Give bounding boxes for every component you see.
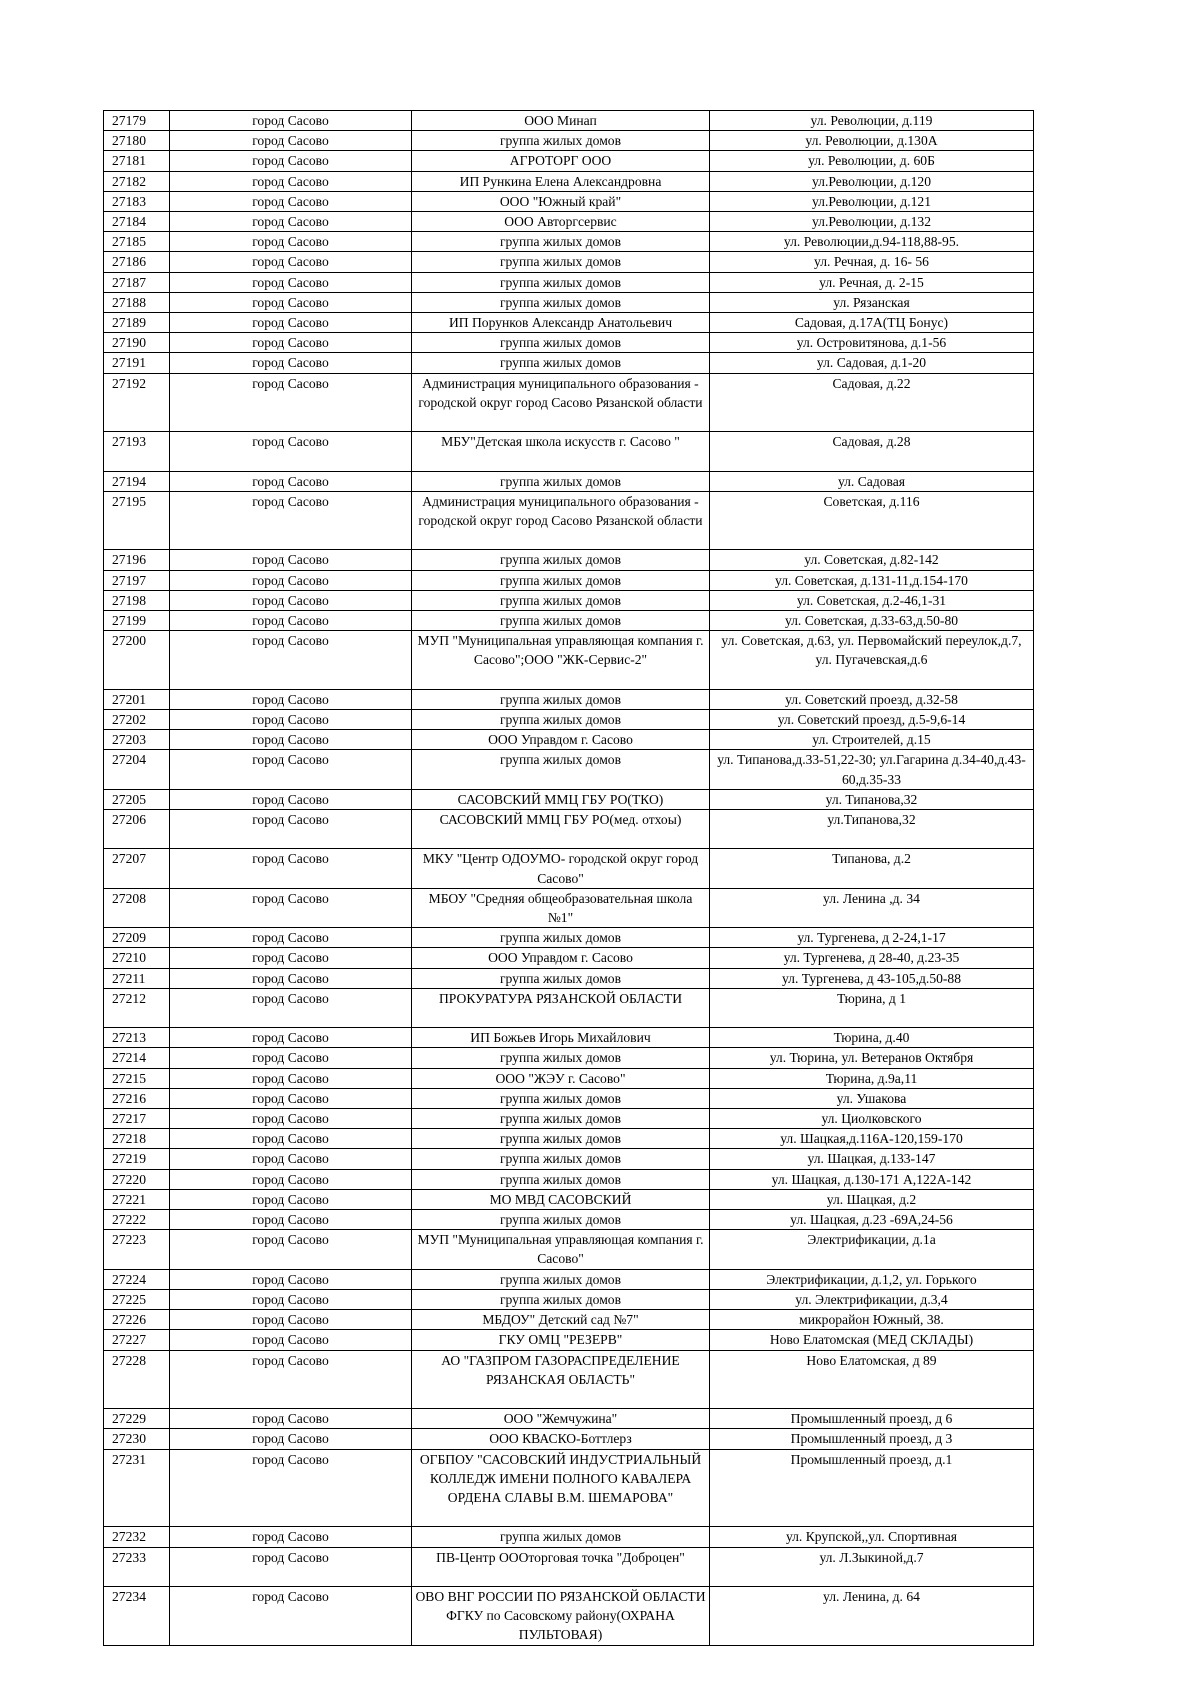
table-row bbox=[104, 131, 1034, 151]
organization-cell: ОГБПОУ "САСОВСКИЙ ИНДУСТРИАЛЬНЫЙ КОЛЛЕДЖ ИМЕНИ ПОЛНОГО КАВАЛЕРА ОРДЕНА СЛАВЫ В.М. ШЕМАРОВА" bbox=[412, 1449, 710, 1527]
address-cell: ул. Советская, д.131-11,д.154-170 bbox=[710, 570, 1034, 590]
row-number-cell: 27214 bbox=[104, 1048, 170, 1068]
table-row bbox=[104, 710, 1034, 730]
city-cell: город Сасово bbox=[170, 432, 412, 471]
row-number-cell: 27218 bbox=[104, 1129, 170, 1149]
address-cell: ул.Революции, д.132 bbox=[710, 212, 1034, 232]
table-row bbox=[104, 789, 1034, 809]
city-cell: город Сасово bbox=[170, 1149, 412, 1169]
table-row bbox=[104, 1210, 1034, 1230]
table-row bbox=[104, 1429, 1034, 1449]
city-cell: город Сасово bbox=[170, 1330, 412, 1350]
table-row bbox=[104, 232, 1034, 252]
table-row bbox=[104, 1330, 1034, 1350]
organization-cell: ООО Минап bbox=[412, 111, 710, 131]
organization-cell: группа жилых домов bbox=[412, 1527, 710, 1547]
city-cell: город Сасово bbox=[170, 353, 412, 373]
address-cell: ул. Л.Зыкиной,д.7 bbox=[710, 1547, 1034, 1586]
address-cell: ул. Советский проезд, д.5-9,6-14 bbox=[710, 710, 1034, 730]
row-number-cell: 27221 bbox=[104, 1189, 170, 1209]
row-number-cell: 27181 bbox=[104, 151, 170, 171]
row-number-cell: 27217 bbox=[104, 1109, 170, 1129]
row-number-cell: 27210 bbox=[104, 948, 170, 968]
city-cell: город Сасово bbox=[170, 1210, 412, 1230]
table-row bbox=[104, 1088, 1034, 1108]
row-number-cell: 27202 bbox=[104, 710, 170, 730]
city-cell: город Сасово bbox=[170, 1048, 412, 1068]
city-cell: город Сасово bbox=[170, 631, 412, 690]
address-cell: ул.Типанова,32 bbox=[710, 810, 1034, 849]
organization-cell: МО МВД САСОВСКИЙ bbox=[412, 1189, 710, 1209]
organization-cell: группа жилых домов bbox=[412, 131, 710, 151]
organization-cell: ИП Рункина Елена Александровна bbox=[412, 171, 710, 191]
organization-cell: Администрация муниципального образования - городской округ город Сасово Рязанской области bbox=[412, 491, 710, 550]
table-row bbox=[104, 171, 1034, 191]
organization-cell: группа жилых домов bbox=[412, 570, 710, 590]
city-cell: город Сасово bbox=[170, 1310, 412, 1330]
address-cell: ул. Речная, д. 2-15 bbox=[710, 272, 1034, 292]
table-row bbox=[104, 1169, 1034, 1189]
address-cell: Советская, д.116 bbox=[710, 491, 1034, 550]
organization-cell: группа жилых домов bbox=[412, 710, 710, 730]
organization-cell: группа жилых домов bbox=[412, 1088, 710, 1108]
organization-cell: МУП "Муниципальная управляющая компания г. Сасово";ООО "ЖК-Сервис-2" bbox=[412, 631, 710, 690]
city-cell: город Сасово bbox=[170, 1169, 412, 1189]
address-cell: ул. Циолковского bbox=[710, 1109, 1034, 1129]
table-row bbox=[104, 1129, 1034, 1149]
table-row bbox=[104, 1149, 1034, 1169]
address-cell: ул. Советская, д.33-63,д.50-80 bbox=[710, 611, 1034, 631]
city-cell: город Сасово bbox=[170, 491, 412, 550]
city-cell: город Сасово bbox=[170, 131, 412, 151]
organization-cell: группа жилых домов bbox=[412, 968, 710, 988]
row-number-cell: 27193 bbox=[104, 432, 170, 471]
row-number-cell: 27223 bbox=[104, 1230, 170, 1269]
table-row bbox=[104, 631, 1034, 690]
row-number-cell: 27206 bbox=[104, 810, 170, 849]
row-number-cell: 27203 bbox=[104, 730, 170, 750]
address-cell: ул.Революции, д.120 bbox=[710, 171, 1034, 191]
address-cell: ул. Советская, д.82-142 bbox=[710, 550, 1034, 570]
row-number-cell: 27215 bbox=[104, 1068, 170, 1088]
organization-cell: ООО "Южный край" bbox=[412, 191, 710, 211]
address-cell: Ново Елатомская (МЕД СКЛАДЫ) bbox=[710, 1330, 1034, 1350]
table-row bbox=[104, 550, 1034, 570]
city-cell: город Сасово bbox=[170, 928, 412, 948]
organization-cell: ОВО ВНГ РОССИИ ПО РЯЗАНСКОЙ ОБЛАСТИ ФГКУ по Сасовскому району(ОХРАНА ПУЛЬТОВАЯ) bbox=[412, 1586, 710, 1645]
organization-cell: группа жилых домов bbox=[412, 272, 710, 292]
row-number-cell: 27222 bbox=[104, 1210, 170, 1230]
table-row bbox=[104, 151, 1034, 171]
address-cell: ул. Типанова,д.33-51,22-30; ул.Гагарина д.34-40,д.43-60,д.35-33 bbox=[710, 750, 1034, 789]
city-cell: город Сасово bbox=[170, 171, 412, 191]
organization-cell: МУП "Муниципальная управляющая компания г. Сасово" bbox=[412, 1230, 710, 1269]
row-number-cell: 27225 bbox=[104, 1289, 170, 1309]
table-row bbox=[104, 689, 1034, 709]
registry-table bbox=[103, 110, 1034, 1646]
row-number-cell: 27188 bbox=[104, 292, 170, 312]
row-number-cell: 27182 bbox=[104, 171, 170, 191]
city-cell: город Сасово bbox=[170, 313, 412, 333]
address-cell: Садовая, д.17А(ТЦ Бонус) bbox=[710, 313, 1034, 333]
city-cell: город Сасово bbox=[170, 1527, 412, 1547]
row-number-cell: 27196 bbox=[104, 550, 170, 570]
row-number-cell: 27211 bbox=[104, 968, 170, 988]
table-row bbox=[104, 968, 1034, 988]
table-row bbox=[104, 611, 1034, 631]
city-cell: город Сасово bbox=[170, 1289, 412, 1309]
table-row bbox=[104, 750, 1034, 789]
address-cell: Электрификации, д.1а bbox=[710, 1230, 1034, 1269]
city-cell: город Сасово bbox=[170, 151, 412, 171]
table-row bbox=[104, 888, 1034, 927]
organization-cell: группа жилых домов bbox=[412, 333, 710, 353]
organization-cell: группа жилых домов bbox=[412, 232, 710, 252]
address-cell: Типанова, д.2 bbox=[710, 849, 1034, 888]
address-cell: ул. Советская, д.2-46,1-31 bbox=[710, 590, 1034, 610]
organization-cell: ИП Порунков Александр Анатольевич bbox=[412, 313, 710, 333]
city-cell: город Сасово bbox=[170, 373, 412, 432]
organization-cell: группа жилых домов bbox=[412, 1169, 710, 1189]
address-cell: ул. Рязанская bbox=[710, 292, 1034, 312]
table-row bbox=[104, 432, 1034, 471]
organization-cell: САСОВСКИЙ ММЦ ГБУ РО(мед. отхоы) bbox=[412, 810, 710, 849]
organization-cell: группа жилых домов bbox=[412, 550, 710, 570]
table-row bbox=[104, 928, 1034, 948]
address-cell: Садовая, д.22 bbox=[710, 373, 1034, 432]
row-number-cell: 27199 bbox=[104, 611, 170, 631]
address-cell: ул. Шацкая,д.116А-120,159-170 bbox=[710, 1129, 1034, 1149]
city-cell: город Сасово bbox=[170, 1449, 412, 1527]
table-row bbox=[104, 1350, 1034, 1409]
registry-body bbox=[104, 111, 1034, 1646]
organization-cell: МБДОУ" Детский сад №7" bbox=[412, 1310, 710, 1330]
address-cell: Садовая, д.28 bbox=[710, 432, 1034, 471]
table-row bbox=[104, 1586, 1034, 1645]
organization-cell: группа жилых домов bbox=[412, 292, 710, 312]
city-cell: город Сасово bbox=[170, 590, 412, 610]
address-cell: ул. Тургенева, д 2-24,1-17 bbox=[710, 928, 1034, 948]
city-cell: город Сасово bbox=[170, 689, 412, 709]
address-cell: ул. Советская, д.63, ул. Первомайский переулок,д.7, ул. Пугачевская,д.6 bbox=[710, 631, 1034, 690]
table-row bbox=[104, 471, 1034, 491]
row-number-cell: 27209 bbox=[104, 928, 170, 948]
row-number-cell: 27212 bbox=[104, 988, 170, 1027]
table-row bbox=[104, 810, 1034, 849]
organization-cell: группа жилых домов bbox=[412, 928, 710, 948]
organization-cell: группа жилых домов bbox=[412, 590, 710, 610]
organization-cell: ГКУ ОМЦ "РЕЗЕРВ" bbox=[412, 1330, 710, 1350]
address-cell: ул.Революции, д.121 bbox=[710, 191, 1034, 211]
table-row bbox=[104, 948, 1034, 968]
table-row bbox=[104, 212, 1034, 232]
address-cell: ул. Тургенева, д 28-40, д.23-35 bbox=[710, 948, 1034, 968]
organization-cell: МКУ "Центр ОДОУМО- городской округ город Сасово" bbox=[412, 849, 710, 888]
organization-cell: АО "ГАЗПРОМ ГАЗОРАСПРЕДЕЛЕНИЕ РЯЗАНСКАЯ ОБЛАСТЬ" bbox=[412, 1350, 710, 1409]
table-row bbox=[104, 313, 1034, 333]
address-cell: ул. Революции, д. 60Б bbox=[710, 151, 1034, 171]
row-number-cell: 27200 bbox=[104, 631, 170, 690]
address-cell: Тюрина, д.9а,11 bbox=[710, 1068, 1034, 1088]
row-number-cell: 27208 bbox=[104, 888, 170, 927]
address-cell: ул. Революции,д.94-118,88-95. bbox=[710, 232, 1034, 252]
city-cell: город Сасово bbox=[170, 333, 412, 353]
address-cell: Ново Елатомская, д 89 bbox=[710, 1350, 1034, 1409]
city-cell: город Сасово bbox=[170, 849, 412, 888]
address-cell: ул. Садовая bbox=[710, 471, 1034, 491]
city-cell: город Сасово bbox=[170, 212, 412, 232]
row-number-cell: 27191 bbox=[104, 353, 170, 373]
table-row bbox=[104, 272, 1034, 292]
address-cell: ул. Шацкая, д.133-147 bbox=[710, 1149, 1034, 1169]
table-row bbox=[104, 1449, 1034, 1527]
city-cell: город Сасово bbox=[170, 810, 412, 849]
city-cell: город Сасово bbox=[170, 789, 412, 809]
address-cell: ул. Шацкая, д.130-171 А,122А-142 bbox=[710, 1169, 1034, 1189]
city-cell: город Сасово bbox=[170, 710, 412, 730]
address-cell: ул. Типанова,32 bbox=[710, 789, 1034, 809]
row-number-cell: 27189 bbox=[104, 313, 170, 333]
organization-cell: ООО "ЖЭУ г. Сасово" bbox=[412, 1068, 710, 1088]
city-cell: город Сасово bbox=[170, 1129, 412, 1149]
row-number-cell: 27213 bbox=[104, 1028, 170, 1048]
table-row bbox=[104, 1048, 1034, 1068]
city-cell: город Сасово bbox=[170, 1189, 412, 1209]
address-cell: ул. Садовая, д.1-20 bbox=[710, 353, 1034, 373]
row-number-cell: 27201 bbox=[104, 689, 170, 709]
table-row bbox=[104, 1269, 1034, 1289]
row-number-cell: 27233 bbox=[104, 1547, 170, 1586]
table-row bbox=[104, 988, 1034, 1027]
organization-cell: группа жилых домов bbox=[412, 750, 710, 789]
city-cell: город Сасово bbox=[170, 191, 412, 211]
address-cell: Промышленный проезд, д.1 bbox=[710, 1449, 1034, 1527]
organization-cell: МБУ"Детская школа искусств г. Сасово " bbox=[412, 432, 710, 471]
organization-cell: Администрация муниципального образования - городской округ город Сасово Рязанской области bbox=[412, 373, 710, 432]
address-cell: ул. Речная, д. 16- 56 bbox=[710, 252, 1034, 272]
table-row bbox=[104, 1068, 1034, 1088]
row-number-cell: 27204 bbox=[104, 750, 170, 789]
address-cell: Тюрина, д 1 bbox=[710, 988, 1034, 1027]
row-number-cell: 27234 bbox=[104, 1586, 170, 1645]
city-cell: город Сасово bbox=[170, 968, 412, 988]
city-cell: город Сасово bbox=[170, 570, 412, 590]
row-number-cell: 27207 bbox=[104, 849, 170, 888]
row-number-cell: 27224 bbox=[104, 1269, 170, 1289]
address-cell: Промышленный проезд, д 6 bbox=[710, 1409, 1034, 1429]
organization-cell: группа жилых домов bbox=[412, 1149, 710, 1169]
organization-cell: ПРОКУРАТУРА РЯЗАНСКОЙ ОБЛАСТИ bbox=[412, 988, 710, 1027]
table-row bbox=[104, 1289, 1034, 1309]
city-cell: город Сасово bbox=[170, 1230, 412, 1269]
city-cell: город Сасово bbox=[170, 1269, 412, 1289]
address-cell: ул. Советский проезд, д.32-58 bbox=[710, 689, 1034, 709]
row-number-cell: 27184 bbox=[104, 212, 170, 232]
row-number-cell: 27231 bbox=[104, 1449, 170, 1527]
organization-cell: группа жилых домов bbox=[412, 689, 710, 709]
organization-cell: МБОУ "Средняя общеобразовательная школа №1" bbox=[412, 888, 710, 927]
city-cell: город Сасово bbox=[170, 111, 412, 131]
city-cell: город Сасово bbox=[170, 292, 412, 312]
organization-cell: группа жилых домов bbox=[412, 1269, 710, 1289]
organization-cell: ООО Управдом г. Сасово bbox=[412, 948, 710, 968]
row-number-cell: 27183 bbox=[104, 191, 170, 211]
address-cell: ул. Ленина, д. 64 bbox=[710, 1586, 1034, 1645]
city-cell: город Сасово bbox=[170, 272, 412, 292]
city-cell: город Сасово bbox=[170, 471, 412, 491]
table-row bbox=[104, 570, 1034, 590]
address-cell: ул. Тургенева, д 43-105,д.50-88 bbox=[710, 968, 1034, 988]
row-number-cell: 27180 bbox=[104, 131, 170, 151]
address-cell: ул. Революции, д.130А bbox=[710, 131, 1034, 151]
row-number-cell: 27186 bbox=[104, 252, 170, 272]
city-cell: город Сасово bbox=[170, 1586, 412, 1645]
organization-cell: САСОВСКИЙ ММЦ ГБУ РО(ТКО) bbox=[412, 789, 710, 809]
row-number-cell: 27226 bbox=[104, 1310, 170, 1330]
table-row bbox=[104, 1189, 1034, 1209]
city-cell: город Сасово bbox=[170, 1109, 412, 1129]
row-number-cell: 27216 bbox=[104, 1088, 170, 1108]
organization-cell: группа жилых домов bbox=[412, 1048, 710, 1068]
city-cell: город Сасово bbox=[170, 888, 412, 927]
table-row bbox=[104, 590, 1034, 610]
organization-cell: группа жилых домов bbox=[412, 1109, 710, 1129]
row-number-cell: 27227 bbox=[104, 1330, 170, 1350]
row-number-cell: 27229 bbox=[104, 1409, 170, 1429]
row-number-cell: 27198 bbox=[104, 590, 170, 610]
city-cell: город Сасово bbox=[170, 1028, 412, 1048]
city-cell: город Сасово bbox=[170, 1350, 412, 1409]
address-cell: ул. Шацкая, д.23 -69А,24-56 bbox=[710, 1210, 1034, 1230]
row-number-cell: 27187 bbox=[104, 272, 170, 292]
row-number-cell: 27195 bbox=[104, 491, 170, 550]
city-cell: город Сасово bbox=[170, 750, 412, 789]
organization-cell: группа жилых домов bbox=[412, 611, 710, 631]
organization-cell: группа жилых домов bbox=[412, 1129, 710, 1149]
city-cell: город Сасово bbox=[170, 611, 412, 631]
organization-cell: группа жилых домов bbox=[412, 252, 710, 272]
organization-cell: ООО Управдом г. Сасово bbox=[412, 730, 710, 750]
table-row bbox=[104, 1547, 1034, 1586]
address-cell: Электрификации, д.1,2, ул. Горького bbox=[710, 1269, 1034, 1289]
table-row bbox=[104, 849, 1034, 888]
address-cell: ул. Шацкая, д.2 bbox=[710, 1189, 1034, 1209]
address-cell: Тюрина, д.40 bbox=[710, 1028, 1034, 1048]
organization-cell: группа жилых домов bbox=[412, 1289, 710, 1309]
address-cell: ул. Ушакова bbox=[710, 1088, 1034, 1108]
city-cell: город Сасово bbox=[170, 988, 412, 1027]
row-number-cell: 27192 bbox=[104, 373, 170, 432]
table-row bbox=[104, 1409, 1034, 1429]
address-cell: микрорайон Южный, 38. bbox=[710, 1310, 1034, 1330]
city-cell: город Сасово bbox=[170, 232, 412, 252]
table-row bbox=[104, 353, 1034, 373]
organization-cell: ООО Авторгсервис bbox=[412, 212, 710, 232]
organization-cell: группа жилых домов bbox=[412, 1210, 710, 1230]
city-cell: город Сасово bbox=[170, 550, 412, 570]
address-cell: ул. Революции, д.119 bbox=[710, 111, 1034, 131]
address-cell: ул. Ленина ,д. 34 bbox=[710, 888, 1034, 927]
address-cell: ул. Островитянова, д.1-56 bbox=[710, 333, 1034, 353]
table-row bbox=[104, 252, 1034, 272]
table-row bbox=[104, 1310, 1034, 1330]
city-cell: город Сасово bbox=[170, 1068, 412, 1088]
table-row bbox=[104, 730, 1034, 750]
row-number-cell: 27228 bbox=[104, 1350, 170, 1409]
organization-cell: ООО "Жемчужина" bbox=[412, 1409, 710, 1429]
address-cell: ул. Строителей, д.15 bbox=[710, 730, 1034, 750]
row-number-cell: 27220 bbox=[104, 1169, 170, 1189]
city-cell: город Сасово bbox=[170, 948, 412, 968]
row-number-cell: 27219 bbox=[104, 1149, 170, 1169]
table-row bbox=[104, 1527, 1034, 1547]
table-row bbox=[104, 1109, 1034, 1129]
table-row bbox=[104, 1028, 1034, 1048]
organization-cell: группа жилых домов bbox=[412, 471, 710, 491]
row-number-cell: 27194 bbox=[104, 471, 170, 491]
row-number-cell: 27205 bbox=[104, 789, 170, 809]
city-cell: город Сасово bbox=[170, 1547, 412, 1586]
row-number-cell: 27197 bbox=[104, 570, 170, 590]
city-cell: город Сасово bbox=[170, 252, 412, 272]
organization-cell: АГРОТОРГ ООО bbox=[412, 151, 710, 171]
table-row bbox=[104, 292, 1034, 312]
row-number-cell: 27230 bbox=[104, 1429, 170, 1449]
organization-cell: ИП Божьев Игорь Михайлович bbox=[412, 1028, 710, 1048]
table-row bbox=[104, 333, 1034, 353]
table-row bbox=[104, 191, 1034, 211]
city-cell: город Сасово bbox=[170, 1088, 412, 1108]
table-row bbox=[104, 491, 1034, 550]
organization-cell: группа жилых домов bbox=[412, 353, 710, 373]
address-cell: ул. Тюрина, ул. Ветеранов Октября bbox=[710, 1048, 1034, 1068]
city-cell: город Сасово bbox=[170, 1409, 412, 1429]
address-cell: ул. Электрификации, д.3,4 bbox=[710, 1289, 1034, 1309]
table-row bbox=[104, 111, 1034, 131]
address-cell: Промышленный проезд, д 3 bbox=[710, 1429, 1034, 1449]
row-number-cell: 27190 bbox=[104, 333, 170, 353]
row-number-cell: 27179 bbox=[104, 111, 170, 131]
address-cell: ул. Крупской,,ул. Спортивная bbox=[710, 1527, 1034, 1547]
city-cell: город Сасово bbox=[170, 1429, 412, 1449]
row-number-cell: 27185 bbox=[104, 232, 170, 252]
organization-cell: ООО КВАСКО-Боттлерз bbox=[412, 1429, 710, 1449]
city-cell: город Сасово bbox=[170, 730, 412, 750]
table-row bbox=[104, 373, 1034, 432]
row-number-cell: 27232 bbox=[104, 1527, 170, 1547]
table-row bbox=[104, 1230, 1034, 1269]
organization-cell: ПВ-Центр ОООторговая точка "Доброцен" bbox=[412, 1547, 710, 1586]
